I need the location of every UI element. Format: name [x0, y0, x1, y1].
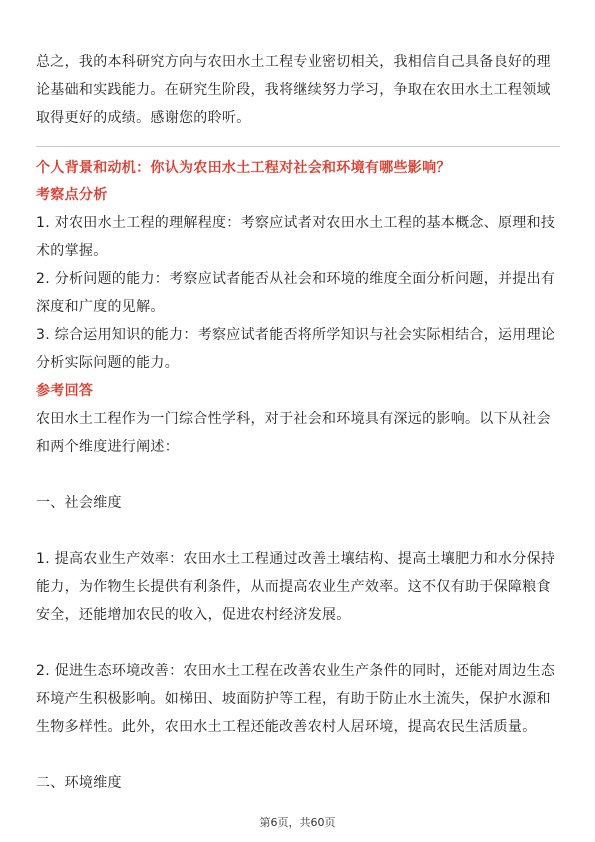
section-1-title: 一、社会维度: [36, 495, 122, 511]
analysis-item-3: 3. 综合运用知识的能力：考察应试者能否将所学知识与社会实际相结合，运用理论分析实际问题的能力。: [36, 327, 556, 371]
page-number: 第6页，共60页: [259, 816, 336, 829]
section-2-title: 二、环境维度: [36, 775, 122, 791]
spacer: [36, 741, 560, 769]
answer-point-1: 1. 提高农业生产效率：农田水土工程通过改善土壤结构、提高土壤肥力和水分保持能力，为作物生长提供有利条件，从而提高农业生产效率。这不仅有助于保障粮食安全，还能增加农民的收入，促进农村经济发展。: [36, 551, 556, 623]
intro-block: [36, 48, 560, 132]
spacer: [36, 461, 560, 489]
spacer: [36, 629, 560, 657]
answer-point-2: 2. 促进生态环境改善：农田水土工程在改善农业生产条件的同时，还能对周边生态环境产生积极影响。如梯田、坡面防护等工程，有助于防止水土流失，保护水源和生物多样性。此外，农田水土工程还能改善农村人居环境，提高农民生活质量。: [36, 663, 556, 735]
analysis-item-1: 1. 对农田水土工程的理解程度：考察应试者对农田水土工程的基本概念、原理和技术的掌握。: [36, 215, 556, 259]
analysis-item-2: 2. 分析问题的能力：考察应试者能否从社会和环境的维度全面分析问题，并提出有深度和广度的见解。: [36, 271, 556, 315]
question-heading: 个人背景和动机：你认为农田水土工程对社会和环境有哪些影响？: [36, 160, 451, 176]
section-divider: [36, 146, 560, 147]
analysis-heading: 考察点分析: [36, 187, 108, 203]
spacer: [36, 517, 560, 545]
answer-intro: 农田水土工程作为一门综合性学科，对于社会和环境具有深远的影响。以下从社会和两个维度进行阐述：: [36, 411, 551, 455]
answer-body: [36, 181, 560, 797]
answer-heading: 参考回答: [36, 383, 94, 399]
intro-paragraph: 总之，我的本科研究方向与农田水土工程专业密切相关，我相信自己具备良好的理论基础和实践能力。在研究生阶段，我将继续努力学习，争取在农田水土工程领域取得更好的成绩。感谢您的聆听。: [36, 54, 551, 126]
